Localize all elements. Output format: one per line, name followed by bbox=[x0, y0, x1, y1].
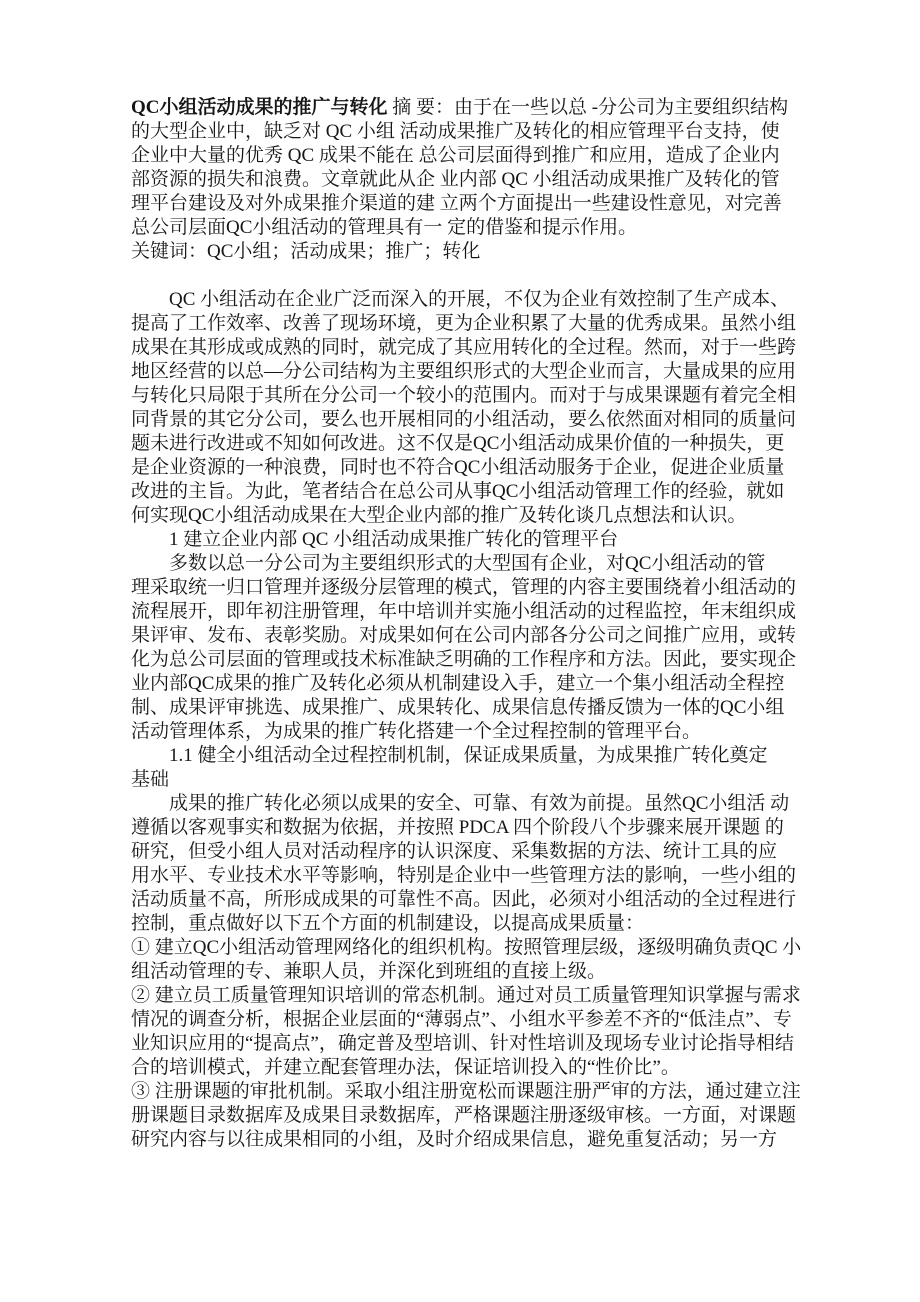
document-title-line bbox=[131, 96, 799, 120]
text-line: 提高了工作效率、改善了现场环境，更为企业积累了大量的优秀成果。虽然小组 bbox=[131, 313, 797, 334]
text-line: 合的培训模式，并建立配套管理办法，保证培训投入的“性价比”。 bbox=[131, 1057, 680, 1078]
text-line: 制、成果评审挑选、成果推广、成果转化、成果信息传播反馈为一体的QC小组 bbox=[131, 697, 785, 718]
text-line bbox=[131, 264, 799, 288]
text-line: 改进的主旨。为此，笔者结合在总公司从事QC小组活动管理工作的经验，就如 bbox=[131, 481, 785, 502]
text-line: 流程展开，即年初注册管理，年中培训并实施小组活动的过程监控，年末组织成 bbox=[131, 601, 797, 622]
text-line: 业内部QC成果的推广及转化必须从机制建设入手，建立一个集小组活动全程控 bbox=[131, 673, 785, 694]
text-line: 与转化只局限于其所在分公司一个较小的范围内。而对于与成果课题有着完全相 bbox=[131, 385, 797, 406]
text-line: 活动管理体系，为成果的推广转化搭建一个全过程控制的管理平台。 bbox=[131, 721, 702, 742]
text-line: ① 建立QC小组活动管理网络化的组织机构。按照管理层级，逐级明确负责QC 小 bbox=[131, 937, 802, 958]
text-line: 研究，但受小组人员对活动程序的认识深度、采集数据的方法、统计工具的应 bbox=[131, 841, 778, 862]
text-line: 理采取统一归口管理并逐级分层管理的模式，管理的内容主要围绕着小组活动的 bbox=[131, 577, 797, 598]
text-line: 1.1 健全小组活动全过程控制机制，保证成果质量，为成果推广转化奠定 bbox=[131, 745, 768, 766]
text-line: 研究内容与以往成果相同的小组，及时介绍成果信息，避免重复活动；另一方 bbox=[131, 1129, 778, 1150]
text-line: 化为总公司层面的管理或技术标准缺乏明确的工作程序和方法。因此，要实现企 bbox=[131, 649, 797, 670]
abstract-lead-text: 摘 要：由于在一些以总 -分公司为主要组织结构 bbox=[387, 97, 789, 118]
text-line: 何实现QC小组活动成果在大型企业内部的推广及转化谈几点想法和认识。 bbox=[131, 505, 747, 526]
text-line: 活动质量不高，所形成成果的可靠性不高。因此，必须对小组活动的全过程进行 bbox=[131, 889, 797, 910]
text-line: 成果的推广转化必须以成果的安全、可靠、有效为前提。虽然QC小组活 动 bbox=[131, 793, 790, 814]
text-line: 用水平、专业技术水平等影响，特别是企业中一些管理方法的影响，一些小组的 bbox=[131, 865, 797, 886]
text-line: 果评审、发布、表彰奖励。对成果如何在公司内部各分公司之间推广应用，或转 bbox=[131, 625, 797, 646]
text-line: 关键词：QC小组；活动成果；推广；转化 bbox=[131, 241, 481, 262]
text-line: 组活动管理的专、兼职人员，并深化到班组的直接上级。 bbox=[131, 961, 607, 982]
text-line: 题未进行改进或不知如何改进。这不仅是QC小组活动成果价值的一种损失，更 bbox=[131, 433, 785, 454]
text-line: 企业中大量的优秀 QC 成果不能在 总公司层面得到推广和应用，造成了企业内 bbox=[131, 145, 780, 166]
text-line: 册课题目录数据库及成果目录数据库，严格课题注册逐级审核。一方面，对课题 bbox=[131, 1105, 797, 1126]
text-line: 地区经营的以总—分公司结构为主要组织形式的大型企业而言，大量成果的应用 bbox=[131, 361, 797, 382]
text-line: 是企业资源的一种浪费，同时也不符合QC小组活动服务于企业，促进企业质量 bbox=[131, 457, 785, 478]
text-line: 成果在其形成或成熟的同时，就完成了其应用转化的全过程。然而，对于一些跨 bbox=[131, 337, 797, 358]
text-line: 情况的调查分析，根据企业层面的“薄弱点”、小组水平参差不齐的“低洼点”、专 bbox=[131, 1009, 792, 1030]
text-line: 业知识应用的“提高点”，确定普及型培训、针对性培训及现场专业讨论指导相结 bbox=[131, 1033, 794, 1054]
text-line: QC 小组活动在企业广泛而深入的开展，不仅为企业有效控制了生产成本、 bbox=[131, 289, 790, 310]
text-line: 同背景的其它分公司，要么也开展相同的小组活动，要么依然面对相同的质量问 bbox=[131, 409, 797, 430]
text-line: 基础 bbox=[131, 769, 170, 790]
text-line: 部资源的损失和浪费。文章就此从企 业内部 QC 小组活动成果推广及转化的管 bbox=[131, 169, 780, 190]
text-line: 理平台建设及对外成果推介渠道的建 立两个方面提出一些建设性意见，对完善 bbox=[131, 193, 782, 214]
text-line: 控制，重点做好以下五个方面的机制建设，以提高成果质量： bbox=[131, 913, 645, 934]
document-page bbox=[131, 96, 802, 1152]
text-line: 总公司层面QC小组活动的管理具有一 定的借鉴和提示作用。 bbox=[131, 217, 638, 238]
document-title: QC小组活动成果的推广与转化 bbox=[131, 97, 388, 118]
text-line: 1 建立企业内部 QC 小组活动成果推广转化的管理平台 bbox=[131, 529, 619, 550]
text-line: ③ 注册课题的审批机制。采取小组注册宽松而课题注册严审的方法，通过建立注 bbox=[131, 1081, 801, 1102]
text-line: 遵循以客观事实和数据为依据，并按照 PDCA 四个阶段八个步骤来展开课题 的 bbox=[131, 817, 784, 838]
text-line: 多数以总一分公司为主要组织形式的大型国有企业，对QC小组活动的管 bbox=[131, 553, 766, 574]
text-line: 的大型企业中，缺乏对 QC 小组 活动成果推广及转化的相应管理平台支持，使 bbox=[131, 121, 780, 142]
text-line: ② 建立员工质量管理知识培训的常态机制。通过对员工质量管理知识掌握与需求 bbox=[131, 985, 801, 1006]
document-body-text bbox=[131, 120, 802, 1152]
